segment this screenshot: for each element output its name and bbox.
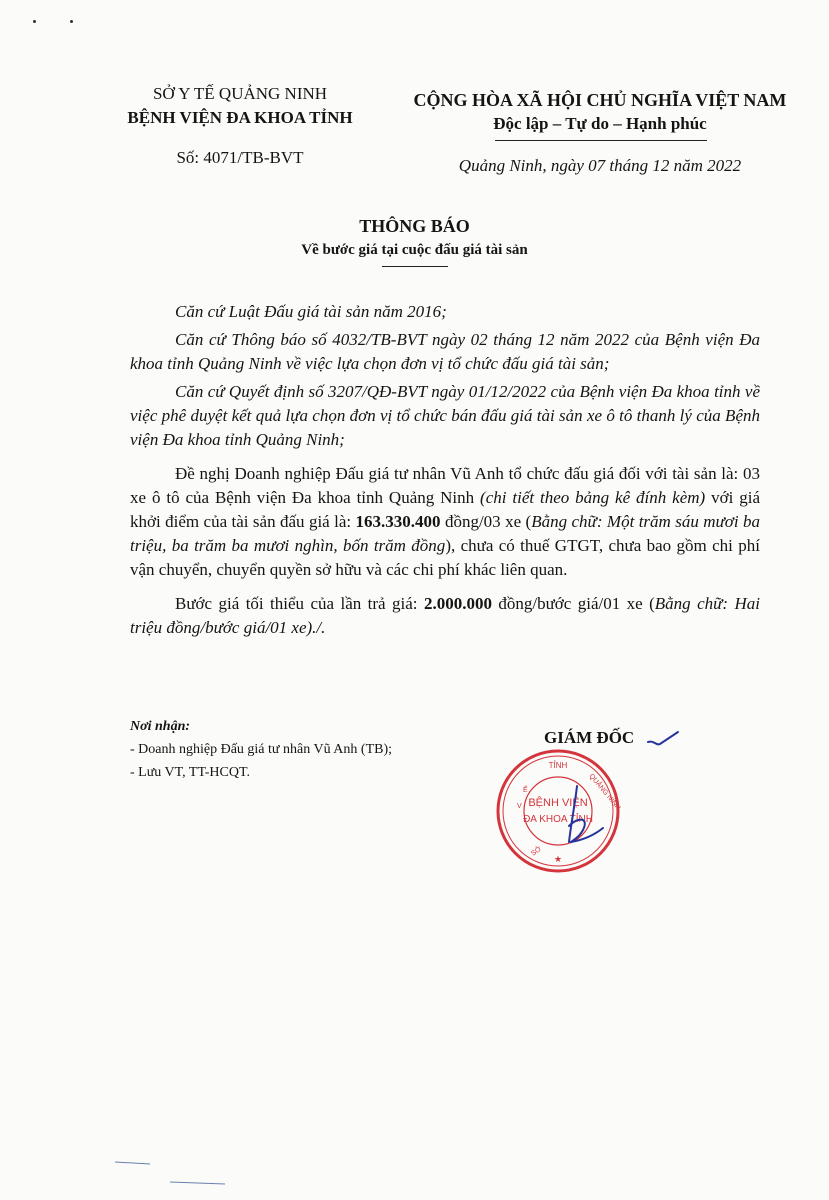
bid-step-amount: 2.000.000: [423, 594, 492, 613]
document-subtitle: Về bước giá tại cuộc đấu giá tài sản: [301, 242, 528, 258]
request-text: Đề nghị Doanh nghiệp Đấu giá tư nhân Vũ Anh tổ chức đấu giá đối với tài sản là: 03 xe ô tô của Bệnh viện Đa khoa tỉnh Quảng Ninh: [130, 464, 760, 507]
request-paragraph: [130, 462, 760, 582]
document-title: THÔNG BÁO: [359, 216, 470, 236]
legal-basis-3: Căn cứ Quyết định số 3207/QĐ-BVT ngày 01/12/2022 của Bệnh viện Đa khoa tỉnh về việc phê duyệt kết quả lựa chọn đơn vị tổ chức bán đấu giá tài sản xe ô tô thanh lý của Bệnh viện Đa khoa tỉnh Quảng Ninh;: [130, 382, 760, 449]
svg-text:ĐA KHOA TỈNH: ĐA KHOA TỈNH: [523, 814, 593, 825]
attachment-note: (chi tiết theo bảng kê đính kèm): [480, 488, 706, 507]
starting-price-words: Bằng chữ: Một trăm sáu mươi ba triệu, ba trăm ba mươi nghìn, bốn trăm đồng: [130, 512, 761, 555]
subtitle-underline: [382, 266, 448, 267]
end-mark: /.: [316, 618, 326, 637]
svg-text:Ế: Ế: [523, 787, 528, 794]
pen-mark: [110, 1150, 230, 1190]
request-text: với giá khởi điểm của tài sản đấu giá là:: [130, 488, 760, 531]
legal-basis-2: Căn cứ Thông báo số 4032/TB-BVT ngày 02 tháng 12 năm 2022 của Bệnh viện Đa khoa tỉnh Quảng Ninh về việc lựa chọn đơn vị tổ chức đấu giá tài sản;: [130, 330, 760, 373]
svg-text:QUẢNG NINH: QUẢNG NINH: [587, 772, 622, 812]
signature-tick: [646, 730, 680, 752]
bid-step-text: đồng/bước giá/01 xe (: [491, 594, 655, 613]
document-body: [130, 300, 760, 644]
svg-text:BỆNH VIỆN: BỆNH VIỆN: [528, 797, 588, 809]
official-seal: [493, 746, 623, 876]
national-motto: Độc lập – Tự do – Hạnh phúc: [493, 114, 707, 133]
svg-text:TỈNH: TỈNH: [548, 761, 568, 770]
request-text: đồng/03 xe (: [440, 512, 532, 531]
place-and-date: Quảng Ninh, ngày 07 tháng 12 năm 2022: [458, 156, 742, 175]
starting-price: 163.330.400: [355, 512, 441, 531]
legal-basis-1: Căn cứ Luật Đấu giá tài sản năm 2016;: [175, 302, 447, 321]
recipient-item: - Lưu VT, TT-HCQT.: [130, 765, 250, 780]
motto-underline: [495, 140, 707, 141]
recipient-item: - Doanh nghiệp Đấu giá tư nhân Vũ Anh (TB);: [130, 742, 393, 757]
svg-text:SỞ: SỞ: [530, 845, 543, 858]
document-number: Số: 4071/TB-BVT: [176, 148, 304, 167]
parent-org: SỞ Y TẾ QUẢNG NINH: [152, 84, 328, 103]
issuing-org: BỆNH VIỆN ĐA KHOA TỈNH: [127, 108, 353, 127]
bid-step-words: Bằng chữ: Hai triệu đồng/bước giá/01 xe).: [130, 594, 760, 637]
national-title: CỘNG HÒA XÃ HỘI CHỦ NGHĨA VIỆT NAM: [413, 90, 787, 110]
bid-step-text: Bước giá tối thiểu của lần trả giá:: [175, 594, 424, 613]
svg-text:V: V: [517, 803, 522, 810]
recipients-heading: Nơi nhận:: [130, 719, 191, 734]
signer-title: GIÁM ĐỐC: [544, 728, 635, 747]
bid-step-paragraph: [130, 592, 760, 640]
request-text: ), chưa có thuế GTGT, chưa bao gồm chi phí vận chuyển, chuyển quyền sở hữu và các chi phí khác liên quan.: [130, 536, 760, 579]
paper-speck: [70, 20, 73, 23]
recipients-block: [130, 715, 490, 784]
paper-speck: [33, 20, 36, 23]
svg-text:★: ★: [553, 854, 563, 864]
